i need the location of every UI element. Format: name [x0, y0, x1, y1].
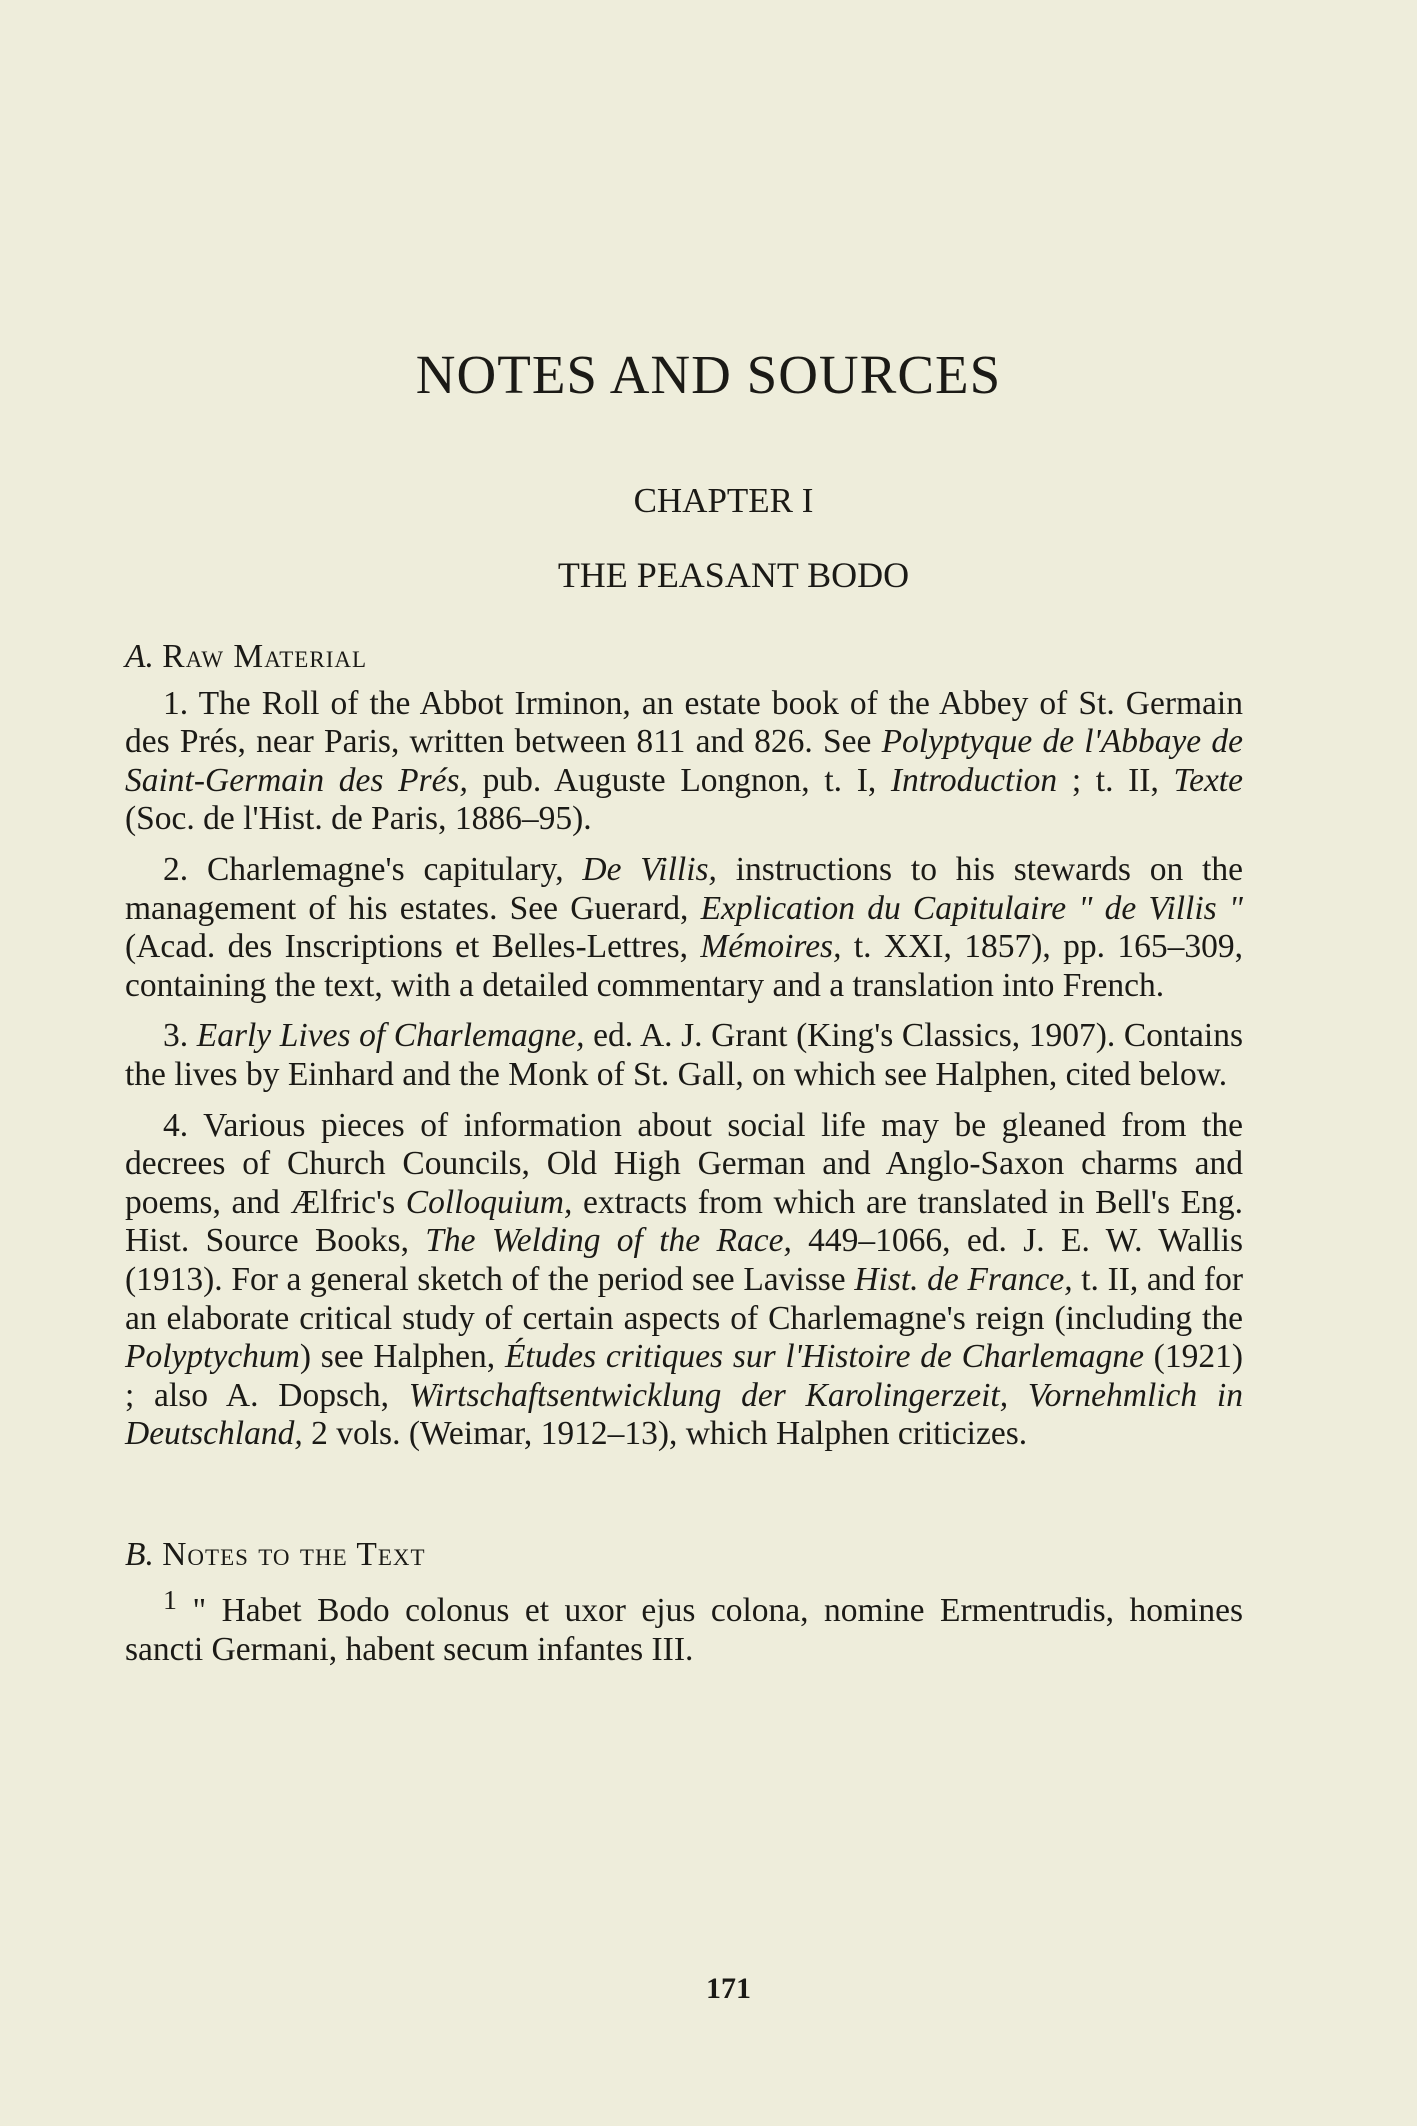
source-paragraph-1: 1. The Roll of the Abbot Irminon, an estate book of the Abbey of St. Germain des Prés, near Paris, written between 811 and 826. See Polyptyque de l'Abbaye de Saint-Germain des Prés, pub. Auguste Longnon, t. I, Introduction ; t. II, Texte (Soc. de l'Hist. de Paris, 1886–95).: [125, 684, 1243, 838]
chapter-title: THE PEASANT BODO: [557, 555, 910, 595]
source-paragraph-2: 2. Charlemagne's capitulary, De Villis, instructions to his stewards on the management of his estates. See Guerard, Explication du Capitulaire " de Villis " (Acad. des Inscriptions et Belles-Lettres, Mémoires, t. XXI, 1857), pp. 165–309, containing the text, with a detailed commentary and a translation into French.: [125, 850, 1243, 1004]
section-b-heading: [125, 1536, 1243, 1575]
notes-body: [125, 638, 1243, 1682]
section-b-letter: B.: [125, 1535, 154, 1573]
page-title: NOTES AND SOURCES: [415, 344, 1002, 405]
section-a-letter: A.: [125, 638, 154, 675]
source-paragraph-3: 3. Early Lives of Charlemagne, ed. A. J. Grant (King's Classics, 1907). Contains the lives by Einhard and the Monk of St. Gall, on which see Halphen, cited below.: [125, 1017, 1243, 1093]
section-a-heading: [125, 638, 1243, 677]
section-b-label: Notes to the Text: [162, 1535, 426, 1573]
page-number: 171: [706, 1972, 751, 2005]
footnote-number: 1: [163, 1585, 177, 1617]
source-paragraph-4: 4. Various pieces of information about social life may be gleaned from the decrees of Church Councils, Old High German and Anglo-Saxon charms and poems, and Ælfric's Colloquium, extracts from which are translated in Bell's Eng. Hist. Source Books, The Welding of the Race, 449–1066, ed. J. E. W. Wallis (1913). For a general sketch of the period see Lavisse Hist. de France, t. II, and for an elaborate critical study of certain aspects of Charlemagne's reign (including the Polyptychum) see Halphen, Études critiques sur l'Histoire de Charlemagne (1921) ; also A. Dopsch, Wirtschaftsentwicklung der Karolingerzeit, Vornehmlich in Deutschland, 2 vols. (Weimar, 1912–13), which Halphen criticizes.: [125, 1106, 1244, 1453]
section-a-label: Raw Material: [162, 638, 368, 675]
footnote-1: $^1$ " Habet Bodo colonus et uxor ejus colona, nomine Ermentrudis, homines sancti Germani, habent secum infantes III.: [125, 1585, 1243, 1669]
chapter-heading: CHAPTER I: [633, 481, 814, 520]
